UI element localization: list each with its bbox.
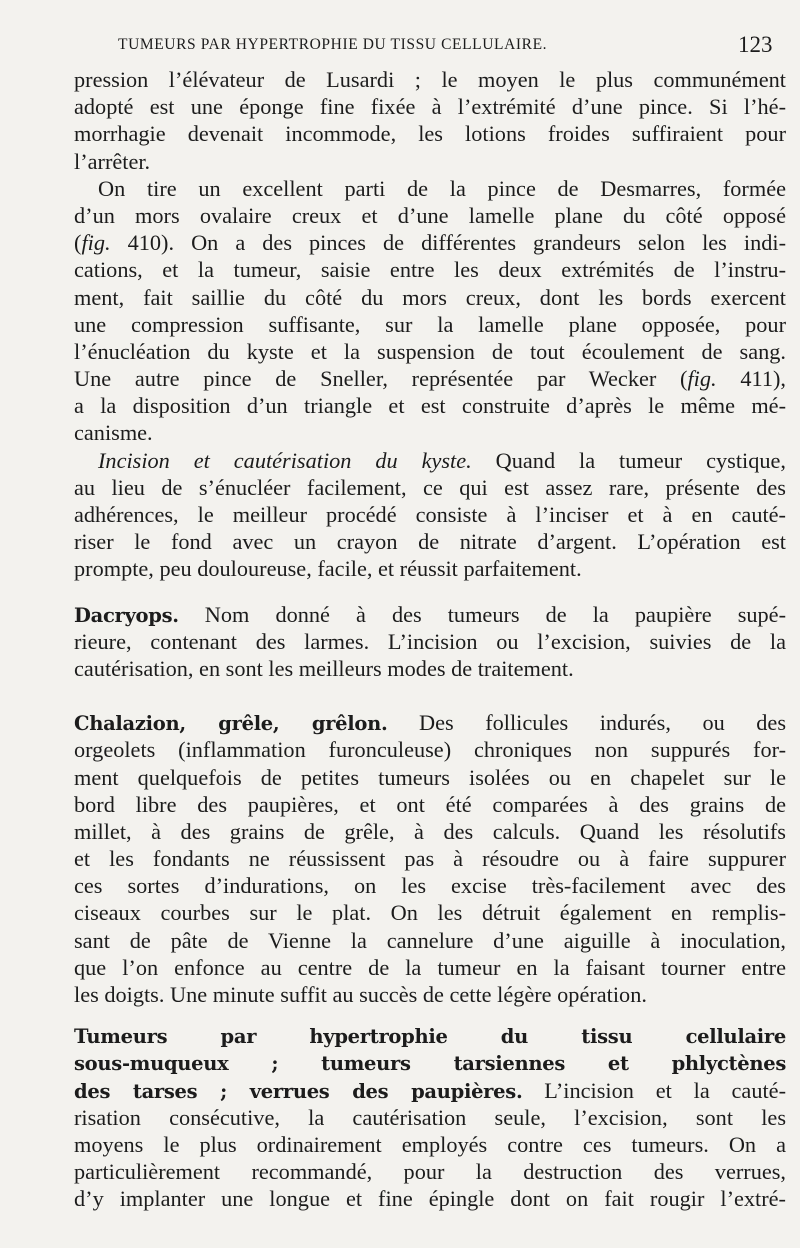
text-span: une compression suffisante, sur la lamelle plane opposée, pour <box>74 311 786 337</box>
text-span: rieure, contenant des larmes. L’incision ou l’excision, suivies de la <box>74 628 786 654</box>
page-body-text <box>74 66 786 1213</box>
text-line <box>74 736 786 763</box>
text-span: ment, fait saillie du côté du mors creux, dont les bords exercent <box>74 284 786 310</box>
text-span: prompte, peu douloureuse, facile, et réussit parfaitement. <box>74 556 582 582</box>
italic-text: fig. <box>687 366 717 392</box>
text-span: particulièrement recommandé, pour la destruction des verrues, <box>74 1159 786 1185</box>
text-line <box>74 175 786 202</box>
section-heading: des tarses ; verrues des paupières. <box>74 1079 523 1103</box>
text-line <box>74 954 786 981</box>
paragraph <box>74 175 786 447</box>
text-line <box>74 1077 786 1104</box>
text-line <box>74 338 786 365</box>
text-span: et les fondants ne réussissent pas à résoudre ou à faire suppurer <box>74 846 786 872</box>
text-line <box>74 791 786 818</box>
text-span: Quand la tumeur cystique, <box>471 447 787 473</box>
text-span: les doigts. Une minute suffit au succès de cette légère opération. <box>74 982 647 1007</box>
italic-text: fig. <box>81 230 111 256</box>
text-line <box>74 148 786 175</box>
text-span: ment quelquefois de petites tumeurs isolées ou en chapelet sur le <box>74 764 786 790</box>
text-line <box>74 628 786 655</box>
text-span: Une autre pince de Sneller, représentée par Wecker ( <box>74 366 688 392</box>
text-line <box>74 764 786 791</box>
text-span: sant de pâte de Vienne la cannelure d’une aiguille à inoculation, <box>74 927 786 953</box>
section-heading: Tumeurs par hypertrophie du tissu cellulaire <box>74 1025 786 1049</box>
running-header: TUMEURS PAR HYPERTROPHIE DU TISSU CELLULAIRE. <box>118 36 548 53</box>
text-line <box>74 1022 786 1049</box>
text-line <box>74 1049 786 1076</box>
text-line <box>74 927 786 954</box>
italic-text: Incision et cautérisation du kyste. <box>98 447 472 473</box>
text-line <box>74 202 786 229</box>
text-span: moyens le plus ordinairement employés contre ces tumeurs. On a <box>74 1131 786 1157</box>
text-line <box>74 899 786 926</box>
text-line <box>74 872 786 899</box>
text-line <box>74 845 786 872</box>
text-line <box>74 447 786 474</box>
text-span: d’y implanter une longue et fine épingle dont on fait rougir l’extré- <box>74 1186 786 1212</box>
text-line <box>74 501 786 528</box>
page-number: 123 <box>738 32 773 57</box>
paragraph <box>74 601 786 683</box>
text-span: On tire un excellent parti de la pince de Desmarres, formée <box>98 175 786 201</box>
text-line <box>74 655 786 682</box>
text-span: a la disposition d’un triangle et est construite d’après le même mé- <box>74 393 786 419</box>
text-span: cations, et la tumeur, saisie entre les deux extrémités de l’instru- <box>74 257 786 283</box>
text-line <box>74 229 786 256</box>
text-span: millet, à des grains de grêle, à des calculs. Quand les résolutifs <box>74 818 786 844</box>
text-span: ces sortes d’indurations, on les excise très-facilement avec des <box>74 873 786 899</box>
text-span: 410). On a des pinces de différentes grandeurs selon les indi- <box>110 230 786 256</box>
section-heading: sous-muqueux ; tumeurs tarsiennes et phlyctènes <box>74 1052 786 1076</box>
text-span: Des follicules indurés, ou des <box>387 710 787 736</box>
text-span: au lieu de s’énucléer facilement, ce qui est assez rare, présente des <box>74 474 786 500</box>
text-span: riser le fond avec un crayon de nitrate d’argent. L’opération est <box>74 529 786 555</box>
text-line <box>74 93 786 120</box>
text-line <box>74 1104 786 1131</box>
text-span: orgeolets (inflammation furonculeuse) chroniques non suppurés for- <box>74 737 786 763</box>
section-heading: Dacryops. <box>74 603 179 627</box>
paragraph <box>74 447 786 583</box>
text-line <box>74 818 786 845</box>
text-line <box>74 709 786 736</box>
text-line <box>74 311 786 338</box>
text-span: ciseaux courbes sur le plat. On les détruit également en remplis- <box>74 900 786 926</box>
text-line <box>74 120 786 147</box>
text-span: morrhagie devenait incommode, les lotions froides suffiraient pour <box>74 121 786 147</box>
text-line <box>74 365 786 392</box>
text-span: que l’on enfonce au centre de la tumeur en la faisant tourner entre <box>74 954 786 980</box>
text-line <box>74 981 786 1008</box>
text-line <box>74 1131 786 1158</box>
text-line <box>74 392 786 419</box>
text-line <box>74 528 786 555</box>
text-span: Nom donné à des tumeurs de la paupière supé- <box>178 601 786 627</box>
text-line <box>74 555 786 582</box>
paragraph <box>74 1022 786 1212</box>
text-span: ( <box>74 230 82 256</box>
text-line <box>74 284 786 311</box>
text-span: l’énucléation du kyste et la suspension de tout écoulement de sang. <box>74 338 786 364</box>
text-span: bord libre des paupières, et ont été comparées à des grains de <box>74 791 786 817</box>
section-heading: Chalazion, grêle, grêlon. <box>74 712 388 736</box>
text-span: adopté est une éponge fine fixée à l’extrémité d’une pince. Si l’hé- <box>74 94 786 120</box>
text-line <box>74 419 786 446</box>
text-line <box>74 66 786 93</box>
text-span: cautérisation, en sont les meilleurs modes de traitement. <box>74 655 574 681</box>
text-line <box>74 474 786 501</box>
text-span: L’incision et la cauté- <box>522 1077 786 1103</box>
text-line <box>74 1158 786 1185</box>
paragraph <box>74 66 786 175</box>
text-line <box>74 256 786 283</box>
text-span: risation consécutive, la cautérisation seule, l’excision, sont les <box>74 1104 786 1130</box>
text-span: adhérences, le meilleur procédé consiste à l’inciser et à en cauté- <box>74 502 786 527</box>
text-line <box>74 1185 786 1212</box>
text-line <box>74 601 786 628</box>
text-span: 411), <box>716 366 786 392</box>
paragraph <box>74 709 786 1008</box>
text-span: pression l’élévateur de Lusardi ; le moyen le plus communément <box>74 67 786 92</box>
text-span: canisme. <box>74 420 153 446</box>
text-span: l’arrêter. <box>74 148 151 174</box>
text-span: d’un mors ovalaire creux et d’une lamelle plane du côté opposé <box>74 202 786 228</box>
